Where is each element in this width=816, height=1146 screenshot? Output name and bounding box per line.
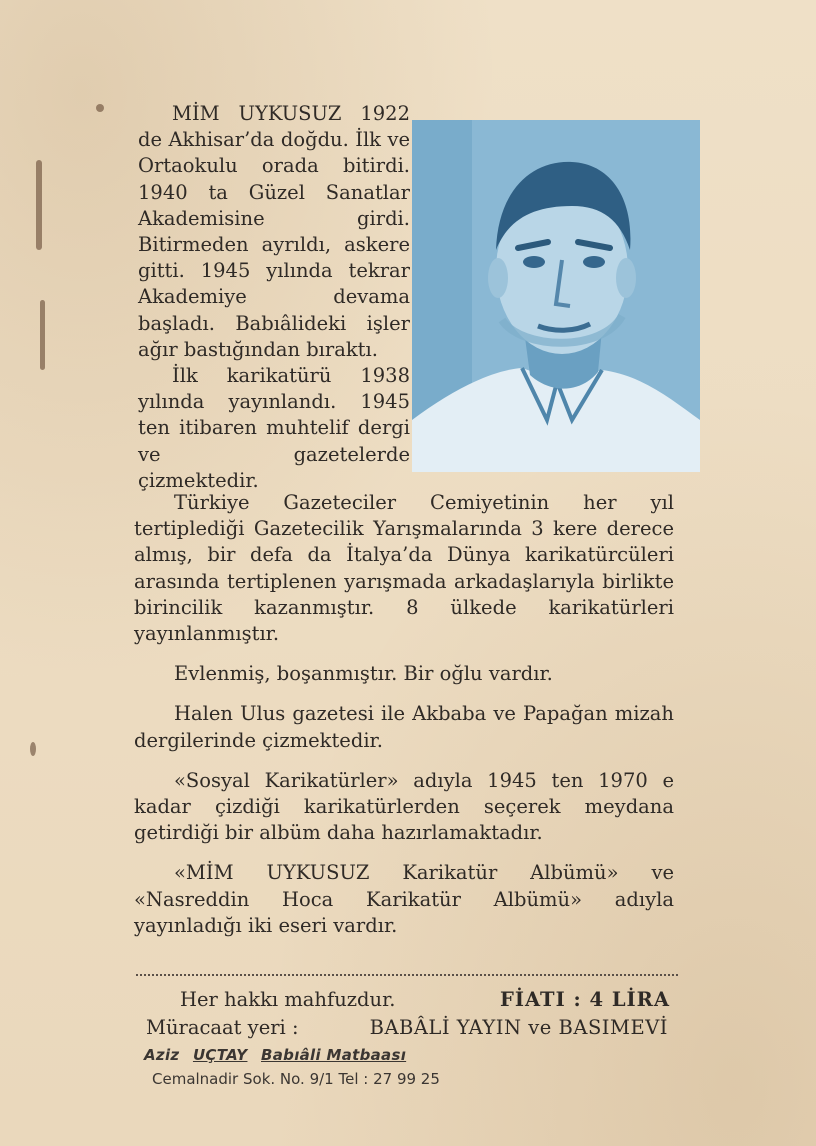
text-paragraph: «Sosyal Karikatürler» adıyla 1945 ten 1970 e kadar çizdiği karikatürlerden seçerek meydana getirdiği bir albüm daha hazırlamaktadır. [134,768,674,845]
biography-text [138,101,410,494]
printer-line [144,1046,414,1064]
printer-name-last: UÇTAY [192,1046,248,1064]
ink-stain [36,160,42,250]
contact-label: Müracaat yeri : [146,1016,299,1039]
price-label: FİATI : 4 LİRA [500,988,670,1011]
printer-name-first: Aziz [144,1046,180,1064]
text-paragraph: Halen Ulus gazetesi ile Akbaba ve Papağan mizah dergilerinde çizmektedir. [134,702,674,752]
text-paragraph: Türkiye Gazeteciler Cemiyetinin her yıl tertiplediği Gazetecilik Yarışmalarında 3 kere derece almış, bir defa da İtalya’da Dünya karikatürcüleri arasında tertiplenen yarışmada arkadaşlarıyla birlikte birincilik kazanmıştır. 8 ülkede karikatürleri yayınlanmıştır. [134,491,674,646]
rights-notice: Her hakkı mahfuzdur. [180,988,396,1011]
printer-company: Babıâli Matbaası [261,1046,407,1064]
ink-stain [30,742,36,756]
bio-paragraph: İlk karikatürü 1938 yılında yayınlandı. 1945 ten itibaren muhtelif dergi ve gazetelerde çizmektedir. [138,364,410,492]
main-text [134,490,674,953]
bio-paragraph: MİM UYKUSUZ 1922 de Akhisar’da doğdu. İlk ve Ortaokulu orada bitirdi. 1940 ta Güzel Sanatlar Akademisine girdi. Bitirmeden ayrıldı, askere gitti. 1945 yılında tekrar Akademiye devama başladı. Babıâlideki işler ağır bastığından bıraktı. [138,102,410,361]
ink-stain [96,104,104,112]
ink-stain [40,300,45,370]
text-paragraph: Evlenmiş, boşanmıştır. Bir oğlu vardır. [174,662,553,686]
printer-address: Cemalnadir Sok. No. 9/1 Tel : 27 99 25 [152,1070,440,1088]
author-portrait [412,120,700,472]
text-paragraph: «MİM UYKUSUZ Karikatür Albümü» ve «Nasreddin Hoca Karikatür Albümü» adıyla yayınladığı iki eseri vardır. [134,861,674,937]
dotted-divider [136,974,678,976]
publisher-name: BABÂLİ YAYIN ve BASIMEVİ [369,1016,668,1039]
